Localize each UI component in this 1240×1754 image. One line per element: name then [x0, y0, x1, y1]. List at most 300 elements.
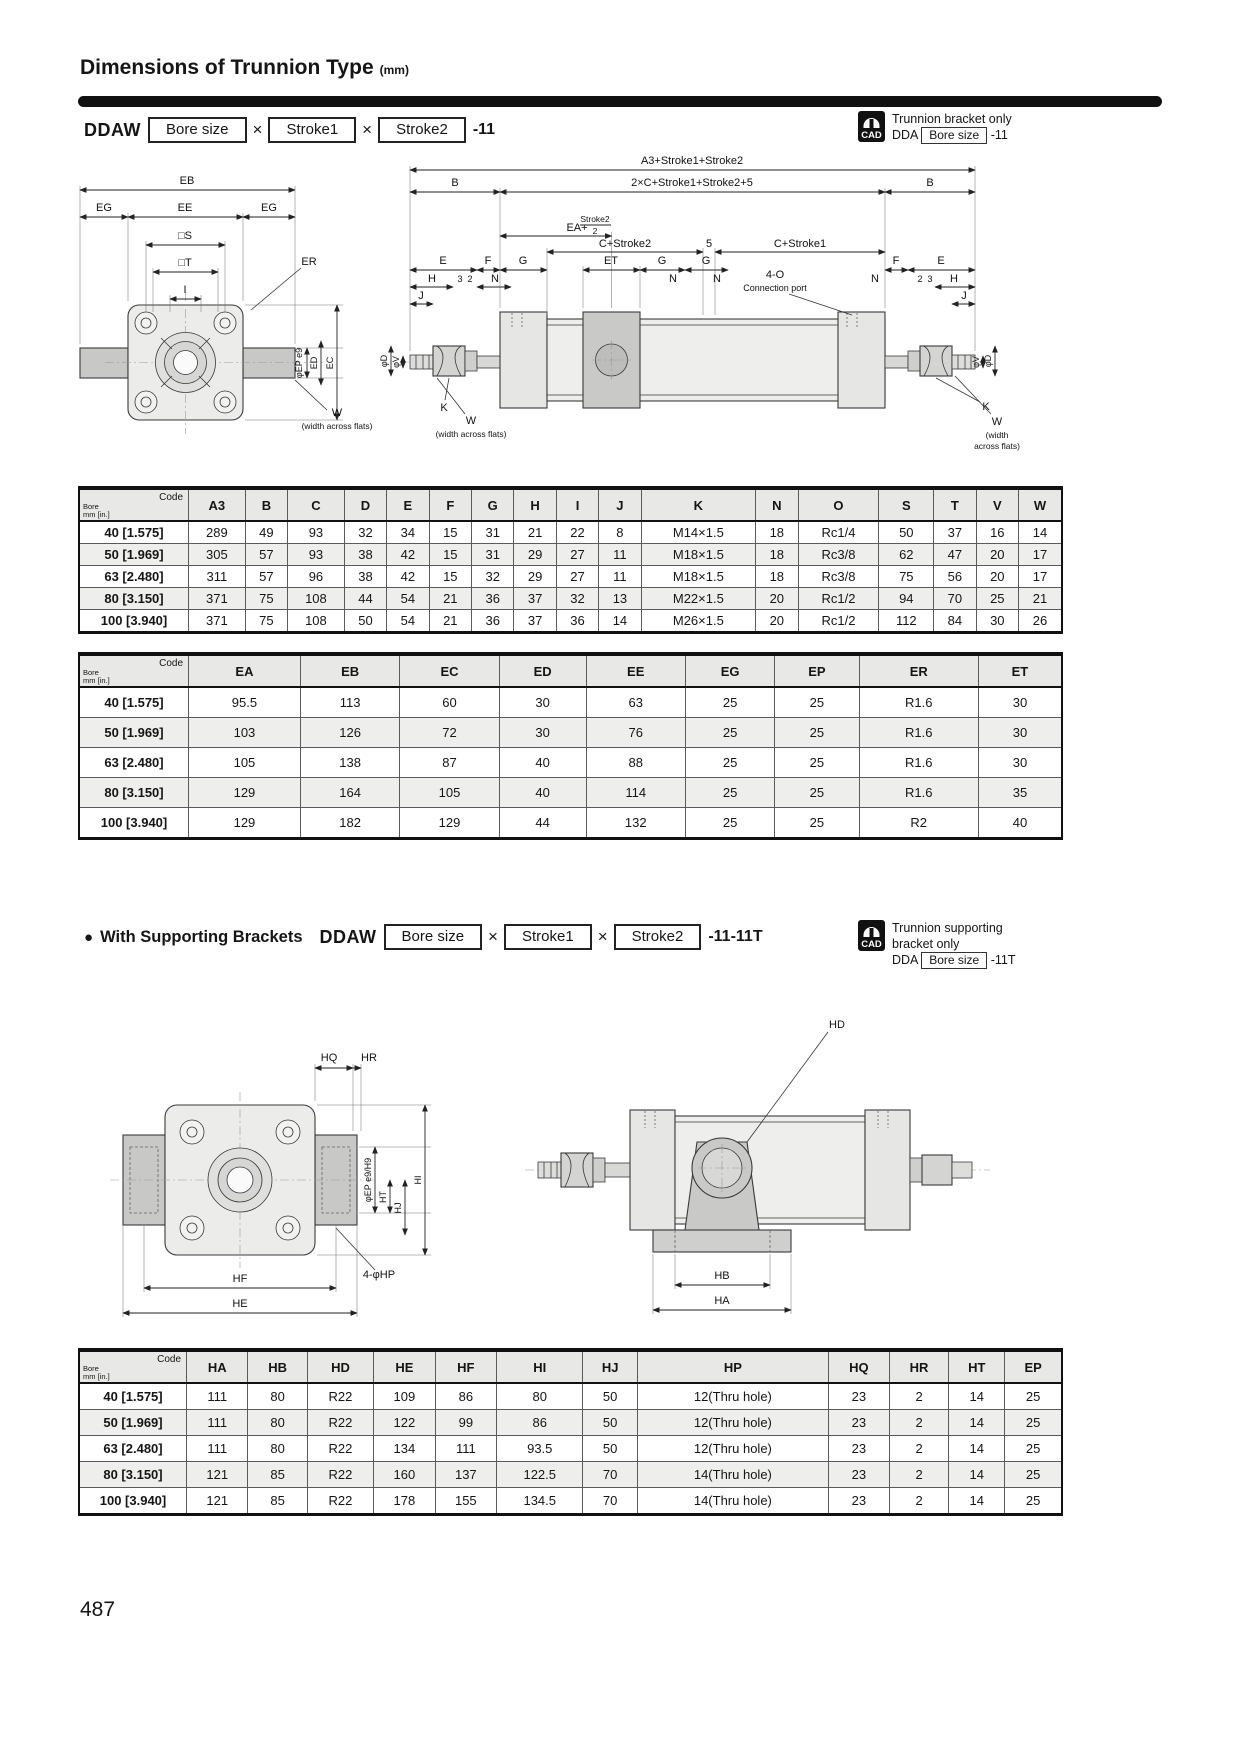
- dim-label-phid-left: φD: [379, 354, 389, 368]
- dim-label-2c: 2×C+Stroke1+Stroke2+5: [631, 177, 753, 189]
- table-cell: 75: [245, 610, 287, 633]
- stroke1-box: Stroke1: [504, 924, 592, 950]
- table-cell: M22×1.5: [641, 588, 755, 610]
- table-cell: 17: [1019, 566, 1062, 588]
- table-cell: 25: [775, 808, 859, 839]
- model-suffix: -11: [472, 121, 496, 138]
- table-cell: 25: [685, 748, 774, 778]
- table-cell: 12(Thru hole): [637, 1436, 828, 1462]
- row-header-bore: 50 [1.969]: [79, 718, 189, 748]
- row-header-bore: 40 [1.575]: [79, 521, 189, 544]
- dim-label-ea: EA+: [566, 222, 588, 234]
- dim-label-w-left-note: (width across flats): [435, 429, 507, 439]
- table-row: [79, 1488, 1062, 1515]
- row-header-bore: 50 [1.969]: [79, 544, 189, 566]
- table-cell: 40: [499, 748, 586, 778]
- table-cell: 160: [374, 1462, 435, 1488]
- column-header: ET: [978, 654, 1062, 687]
- table-cell: 138: [300, 748, 399, 778]
- table-cell: 75: [879, 566, 934, 588]
- column-header: W: [1019, 488, 1062, 521]
- dim-label-s: □S: [178, 230, 192, 242]
- page-title: [80, 56, 409, 80]
- column-header: HT: [949, 1350, 1005, 1383]
- column-header: HB: [248, 1350, 307, 1383]
- table-cell: 25: [1005, 1462, 1062, 1488]
- section2-title: With Supporting Brackets: [100, 927, 303, 946]
- column-header: EP: [775, 654, 859, 687]
- cad-icon: [858, 920, 885, 951]
- table-cell: 14: [949, 1436, 1005, 1462]
- table-row: [79, 1462, 1062, 1488]
- cad-icon-label: CAD: [861, 939, 882, 950]
- table-cell: Rc1/4: [798, 521, 879, 544]
- table-cell: 30: [978, 748, 1062, 778]
- dim-label-h-right: H: [950, 273, 958, 285]
- table-cell: 25: [775, 748, 859, 778]
- table-cell: 121: [187, 1488, 248, 1515]
- cad-note-model: DDA: [892, 953, 918, 967]
- table-row: [79, 610, 1062, 633]
- dim-label-et: ET: [603, 255, 619, 267]
- table-cell: 25: [685, 718, 774, 748]
- cad-note-line3: [892, 952, 1015, 969]
- table-cell: 132: [586, 808, 685, 839]
- cad-note-line1: Trunnion bracket only: [892, 112, 1012, 126]
- table-cell: 14: [599, 610, 641, 633]
- table-cell: 134.5: [497, 1488, 583, 1515]
- table-cell: 49: [245, 521, 287, 544]
- table-cell: R22: [307, 1383, 373, 1410]
- cad-note-block: [858, 920, 1015, 969]
- table-cell: R1.6: [859, 748, 978, 778]
- column-header: EA: [189, 654, 301, 687]
- table-cell: 80: [497, 1383, 583, 1410]
- column-header: S: [879, 488, 934, 521]
- table-cell: 126: [300, 718, 399, 748]
- table-cell: Rc3/8: [798, 566, 879, 588]
- table-cell: 86: [497, 1410, 583, 1436]
- table-cell: 85: [248, 1462, 307, 1488]
- column-header: HQ: [828, 1350, 889, 1383]
- column-header: J: [599, 488, 641, 521]
- table-row: [79, 808, 1062, 839]
- dim-label-ee: EE: [177, 202, 193, 214]
- dim-label-he: HE: [232, 1298, 248, 1310]
- column-header: HP: [637, 1350, 828, 1383]
- table-cell: 36: [472, 588, 514, 610]
- table-cell: 114: [586, 778, 685, 808]
- table-cell: 99: [435, 1410, 496, 1436]
- cad-icon-label: CAD: [861, 130, 882, 141]
- dim-label-2-right: 2: [917, 274, 923, 284]
- cad-note-bore-box: Bore size: [921, 952, 987, 969]
- column-header: E: [387, 488, 429, 521]
- cad-note-text: [892, 111, 1012, 144]
- supporting-bracket-dimension-drawing: [75, 970, 1065, 1340]
- dim-label-3-right: 3: [927, 274, 933, 284]
- table-cell: 20: [756, 588, 798, 610]
- table-cell: 96: [288, 566, 345, 588]
- dim-label-ec: EC: [325, 356, 335, 370]
- table-cell: 311: [189, 566, 246, 588]
- table-cell: 21: [1019, 588, 1062, 610]
- cad-note-block: [858, 111, 1012, 144]
- cad-icon: [858, 111, 885, 142]
- table-cell: 80: [248, 1410, 307, 1436]
- table-cell: 57: [245, 566, 287, 588]
- table-cell: 2: [889, 1410, 948, 1436]
- dim-label-f-left: F: [484, 255, 492, 267]
- dim-label-ed: ED: [309, 356, 319, 370]
- table-cell: 84: [934, 610, 976, 633]
- dim-label-t: □T: [178, 257, 192, 269]
- table-cell: 21: [514, 521, 556, 544]
- table-cell: 25: [1005, 1436, 1062, 1462]
- dim-label-hb: HB: [714, 1270, 730, 1282]
- column-header: I: [556, 488, 598, 521]
- section2-heading: [84, 924, 763, 950]
- column-header: EE: [586, 654, 685, 687]
- table-cell: 155: [435, 1488, 496, 1515]
- dim-label-eb: EB: [179, 175, 195, 187]
- table-cell: 121: [187, 1462, 248, 1488]
- table-cell: 38: [344, 544, 386, 566]
- table-cell: 23: [828, 1462, 889, 1488]
- side-view-drawing: [400, 312, 987, 408]
- row-header-bore: 80 [3.150]: [79, 778, 189, 808]
- table-cell: 25: [685, 687, 774, 718]
- table-cell: 32: [344, 521, 386, 544]
- table-cell: 18: [756, 544, 798, 566]
- table-cell: M18×1.5: [641, 566, 755, 588]
- dimensions-table-supporting-bracket: [78, 1348, 1063, 1516]
- table-cell: 18: [756, 521, 798, 544]
- table-cell: 93: [288, 521, 345, 544]
- row-header-bore: 40 [1.575]: [79, 687, 189, 718]
- table-cell: R22: [307, 1462, 373, 1488]
- dim-label-n-mid1: N: [669, 273, 677, 285]
- times-symbol: ×: [488, 927, 498, 946]
- page-title-text: Dimensions of Trunnion Type: [80, 56, 374, 79]
- cad-note-suffix: -11T: [990, 953, 1016, 967]
- table-cell: 47: [934, 544, 976, 566]
- page-title-unit: (mm): [379, 63, 409, 77]
- table-cell: R22: [307, 1436, 373, 1462]
- table-cell: 2: [889, 1383, 948, 1410]
- column-header: HR: [889, 1350, 948, 1383]
- table-cell: 182: [300, 808, 399, 839]
- table-cell: 50: [583, 1436, 637, 1462]
- cad-note-bore-box: Bore size: [921, 127, 987, 144]
- table-cell: Rc3/8: [798, 544, 879, 566]
- table-cell: Rc1/2: [798, 610, 879, 633]
- dim-label-b-left: B: [451, 177, 459, 189]
- dim-label-c-stroke1: C+Stroke1: [773, 238, 827, 250]
- table-cell: R1.6: [859, 687, 978, 718]
- table-cell: 25: [775, 718, 859, 748]
- row-header-bore: 50 [1.969]: [79, 1410, 187, 1436]
- table-cell: 12(Thru hole): [637, 1383, 828, 1410]
- dim-label-n-left: N: [491, 273, 499, 285]
- table-cell: 25: [1005, 1410, 1062, 1436]
- table-cell: 13: [599, 588, 641, 610]
- table-cell: 86: [435, 1383, 496, 1410]
- table-cell: 25: [685, 778, 774, 808]
- table-cell: 36: [472, 610, 514, 633]
- dim-label-hi: HI: [413, 1175, 423, 1185]
- table-corner-cell: Code Bore mm [in.]: [79, 488, 189, 521]
- table-cell: 14: [949, 1462, 1005, 1488]
- table-cell: 80: [248, 1436, 307, 1462]
- table-cell: 50: [583, 1410, 637, 1436]
- row-header-bore: 63 [2.480]: [79, 1436, 187, 1462]
- table-cell: 56: [934, 566, 976, 588]
- table-cell: 54: [387, 610, 429, 633]
- table-cell: M14×1.5: [641, 521, 755, 544]
- column-header: ER: [859, 654, 978, 687]
- column-header: N: [756, 488, 798, 521]
- table-cell: 129: [400, 808, 499, 839]
- dim-label-f-right: F: [892, 255, 900, 267]
- table-cell: 21: [429, 610, 471, 633]
- times-symbol: ×: [597, 927, 608, 946]
- table-cell: 44: [344, 588, 386, 610]
- table-cell: 29: [514, 544, 556, 566]
- table-cell: 37: [514, 610, 556, 633]
- table-cell: 87: [400, 748, 499, 778]
- dim-label-k-left: K: [440, 402, 448, 414]
- table-cell: 32: [556, 588, 598, 610]
- table-cell: 2: [889, 1436, 948, 1462]
- dim-label-ht: HT: [378, 1191, 388, 1203]
- cad-note-model: DDA: [892, 128, 918, 142]
- table-cell: 111: [187, 1436, 248, 1462]
- table-cell: 37: [514, 588, 556, 610]
- dim-label-w-right-note2: across flats): [974, 441, 1020, 451]
- table-cell: 25: [1005, 1383, 1062, 1410]
- dim-label-hp: 4-φHP: [362, 1269, 396, 1281]
- column-header: G: [472, 488, 514, 521]
- table-cell: 63: [586, 687, 685, 718]
- table-cell: 54: [387, 588, 429, 610]
- stroke1-box: Stroke1: [268, 117, 356, 143]
- row-header-bore: 100 [3.940]: [79, 610, 189, 633]
- table-cell: 178: [374, 1488, 435, 1515]
- row-header-bore: 63 [2.480]: [79, 748, 189, 778]
- dim-label-i: I: [183, 284, 187, 296]
- table-cell: M26×1.5: [641, 610, 755, 633]
- table-cell: 34: [387, 521, 429, 544]
- table-row: [79, 748, 1062, 778]
- table-cell: 12(Thru hole): [637, 1410, 828, 1436]
- table-cell: 111: [187, 1383, 248, 1410]
- table-row: [79, 1383, 1062, 1410]
- column-header: C: [288, 488, 345, 521]
- table-cell: 108: [288, 610, 345, 633]
- table-row: [79, 566, 1062, 588]
- row-header-bore: 80 [3.150]: [79, 588, 189, 610]
- port-label-1: 4-O: [765, 269, 785, 281]
- bore-size-box: Bore size: [148, 117, 247, 143]
- table-cell: R2: [859, 808, 978, 839]
- table-cell: 112: [879, 610, 934, 633]
- table-cell: 164: [300, 778, 399, 808]
- table-cell: 70: [583, 1488, 637, 1515]
- table-cell: 129: [189, 808, 301, 839]
- dim-label-hd: HD: [829, 1019, 845, 1031]
- model-prefix: DDAW: [84, 119, 141, 140]
- dim-label-g-left: G: [518, 255, 528, 267]
- table-cell: 14: [949, 1383, 1005, 1410]
- times-symbol: ×: [252, 120, 263, 139]
- dim-label-hr: HR: [361, 1052, 377, 1064]
- column-header: HJ: [583, 1350, 637, 1383]
- table-cell: 94: [879, 588, 934, 610]
- table-cell: 16: [976, 521, 1018, 544]
- table-cell: 40: [499, 778, 586, 808]
- table-cell: 40: [978, 808, 1062, 839]
- table-cell: 44: [499, 808, 586, 839]
- row-header-bore: 80 [3.150]: [79, 1462, 187, 1488]
- dim-label-n-right: N: [871, 273, 879, 285]
- table-row: [79, 718, 1062, 748]
- dim-label-ep: φEP e9: [294, 347, 304, 379]
- dim-label-phid-right: φD: [983, 354, 993, 368]
- dim-label-e-right: E: [937, 255, 945, 267]
- column-header: O: [798, 488, 879, 521]
- table-cell: 20: [756, 610, 798, 633]
- table-cell: 108: [288, 588, 345, 610]
- table-header-row: [79, 1350, 1062, 1383]
- table-cell: 122: [374, 1410, 435, 1436]
- dim-label-five: 5: [705, 238, 713, 250]
- table-cell: 93.5: [497, 1436, 583, 1462]
- dim-label-w-left: W: [465, 415, 477, 427]
- table-cell: 23: [828, 1488, 889, 1515]
- dim-label-w: W: [331, 407, 343, 419]
- table-cell: 2: [889, 1488, 948, 1515]
- column-header: HD: [307, 1350, 373, 1383]
- times-symbol: ×: [362, 120, 373, 139]
- table-cell: 8: [599, 521, 641, 544]
- table-cell: 70: [583, 1462, 637, 1488]
- table-cell: 113: [300, 687, 399, 718]
- table-cell: 50: [583, 1383, 637, 1410]
- dim-label-ep-h9: φEP e9/H9: [363, 1157, 373, 1203]
- table-cell: 18: [756, 566, 798, 588]
- table-cell: 25: [775, 687, 859, 718]
- cad-note-line2: [892, 127, 1012, 144]
- table-cell: 30: [499, 718, 586, 748]
- column-header: A3: [189, 488, 246, 521]
- dim-label-w-right: W: [991, 416, 1003, 428]
- table-row: [79, 1410, 1062, 1436]
- bullet-icon: ●: [84, 928, 94, 946]
- column-header: EG: [685, 654, 774, 687]
- table-row: [79, 1436, 1062, 1462]
- table-cell: 371: [189, 610, 246, 633]
- row-header-bore: 63 [2.480]: [79, 566, 189, 588]
- dimensions-table-main: [78, 486, 1063, 634]
- table-row: [79, 521, 1062, 544]
- dim-label-n-mid2: N: [713, 273, 721, 285]
- table-cell: 29: [514, 566, 556, 588]
- table-corner-cell: Code Bore mm [in.]: [79, 654, 189, 687]
- table-cell: 15: [429, 521, 471, 544]
- dim-label-eg-right: EG: [261, 202, 277, 214]
- table-cell: 17: [1019, 544, 1062, 566]
- dim-label-er: ER: [301, 256, 317, 268]
- table-cell: 30: [978, 718, 1062, 748]
- table-cell: 15: [429, 544, 471, 566]
- table-row: [79, 588, 1062, 610]
- table-cell: 37: [934, 521, 976, 544]
- column-header: B: [245, 488, 287, 521]
- column-header: HF: [435, 1350, 496, 1383]
- trunnion-type-dimension-drawing: [75, 152, 1065, 482]
- table-cell: 14: [1019, 521, 1062, 544]
- table-cell: 80: [248, 1383, 307, 1410]
- column-header: EC: [400, 654, 499, 687]
- dim-label-ea-denominator: 2: [592, 226, 598, 236]
- table-cell: 105: [189, 748, 301, 778]
- table-cell: 2: [889, 1462, 948, 1488]
- table-cell: 23: [828, 1436, 889, 1462]
- table-cell: 21: [429, 588, 471, 610]
- end-view-drawing: [80, 292, 325, 434]
- table-cell: 25: [775, 778, 859, 808]
- dim-label-g-mid2: G: [701, 255, 711, 267]
- dim-label-e-left: E: [439, 255, 447, 267]
- column-header: HI: [497, 1350, 583, 1383]
- page-number: 487: [80, 1598, 116, 1621]
- table-cell: 42: [387, 544, 429, 566]
- table-cell: 14: [949, 1488, 1005, 1515]
- dim-label-j-left: J: [418, 290, 424, 302]
- stroke2-box: Stroke2: [378, 117, 466, 143]
- table-cell: 20: [976, 544, 1018, 566]
- table-cell: 11: [599, 544, 641, 566]
- table-cell: 103: [189, 718, 301, 748]
- cad-note-text: [892, 920, 1015, 969]
- table-cell: 31: [472, 544, 514, 566]
- table-cell: 25: [685, 808, 774, 839]
- table-cell: Rc1/2: [798, 588, 879, 610]
- dim-label-c-stroke2: C+Stroke2: [598, 238, 652, 250]
- table-cell: 88: [586, 748, 685, 778]
- table-cell: 36: [556, 610, 598, 633]
- table-cell: R1.6: [859, 778, 978, 808]
- table-cell: 27: [556, 544, 598, 566]
- port-label-2: Connection port: [743, 283, 807, 293]
- table-cell: 32: [472, 566, 514, 588]
- table-cell: 26: [1019, 610, 1062, 633]
- table-cell: 23: [828, 1410, 889, 1436]
- table-cell: 14(Thru hole): [637, 1462, 828, 1488]
- bracket-side-view-drawing: [525, 1110, 990, 1252]
- table-cell: 22: [556, 521, 598, 544]
- table-cell: 60: [400, 687, 499, 718]
- column-header: K: [641, 488, 755, 521]
- table-cell: R1.6: [859, 718, 978, 748]
- model-number-line: [84, 117, 495, 143]
- table-row: [79, 778, 1062, 808]
- dim-label-ea-numerator: Stroke2: [580, 214, 610, 224]
- table-cell: M18×1.5: [641, 544, 755, 566]
- dim-label-w-right-note1: (width: [985, 430, 1009, 440]
- dim-label-ha: HA: [714, 1295, 730, 1307]
